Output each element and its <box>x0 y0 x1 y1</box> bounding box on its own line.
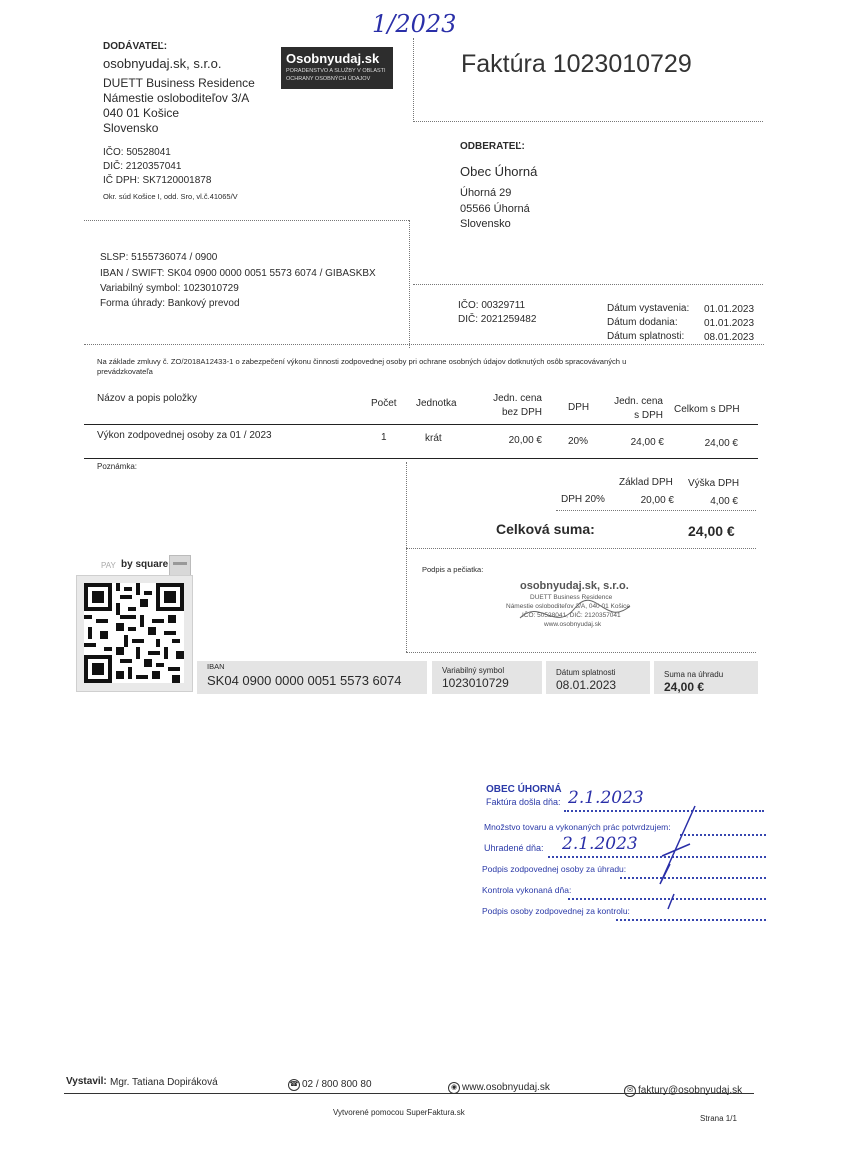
date-value: 01.01.2023 <box>704 318 755 329</box>
supplier-ico: IČO: 50528041 <box>103 147 171 158</box>
qr-frame <box>76 575 193 692</box>
handwritten-signature <box>640 804 720 914</box>
signature-scribble <box>500 578 650 638</box>
supplier-address-line: 040 01 Košice <box>103 106 180 120</box>
invoice-title: Faktúra 1023010729 <box>461 50 692 78</box>
date-label: Dátum dodania: <box>607 317 678 328</box>
card-icon <box>169 555 191 577</box>
item-total: 24,00 € <box>704 438 738 449</box>
supplier-dic: DIČ: 2120357041 <box>103 161 182 172</box>
bank-slsp: SLSP: 5155736074 / 0900 <box>100 252 218 263</box>
item-unit: krát <box>425 433 442 444</box>
item-qty: 1 <box>381 432 387 443</box>
table-header-rule <box>84 424 758 425</box>
supplier-address-line: Slovensko <box>103 121 159 135</box>
receipt-confirm-label: Množstvo tovaru a vykonaných prác potvrdzujem: <box>484 822 671 832</box>
footer-created-with: Vytvorené pomocou SuperFaktura.sk <box>333 1108 465 1117</box>
receipt-control-label: Kontrola vykonaná dňa: <box>482 885 572 895</box>
company-logo <box>281 47 393 89</box>
date-label: Dátum splatnosti: <box>607 331 685 342</box>
stamp-line: www.osobnyudaj.sk <box>544 621 602 628</box>
vat-base-value: 20,00 € <box>640 495 674 506</box>
date-value: 08.01.2023 <box>704 332 755 343</box>
stamp-line: Námestie osloboditeľov 3/A, 040 01 Košice <box>506 603 631 610</box>
footer-page-number: Strana 1/1 <box>700 1114 737 1123</box>
globe-icon: ◉ <box>448 1082 460 1094</box>
supplier-address-line: DUETT Business Residence <box>103 76 255 90</box>
column-header-unit-price: bez DPH <box>501 407 542 418</box>
total-label: Celková suma: <box>496 521 595 537</box>
stamp-line: IČO: 50528041, DIČ: 2120357041 <box>522 612 621 619</box>
contract-note: Na základe zmluvy č. ZO/2018A12433-1 o zabezpečení výkonu činnosti zodpovednej osoby pri ochrane osobných údajov dotknutých osôb spracovávaných u <box>97 357 627 366</box>
email-icon: ✉ <box>624 1085 636 1097</box>
strip-vs-cell <box>432 661 542 694</box>
receipt-control-signature-label: Podpis osoby zodpovednej za kontrolu: <box>482 906 630 916</box>
strip-iban-value: SK04 0900 0000 0051 5573 6074 <box>207 673 402 688</box>
column-header-qty: Počet <box>371 398 397 409</box>
divider <box>556 510 756 511</box>
receipt-stamp <box>480 780 770 930</box>
date-label: Dátum vystavenia: <box>607 303 690 314</box>
table-row <box>84 426 758 456</box>
strip-vs-value: 1023010729 <box>442 676 509 690</box>
customer-address-line: Úhorná 29 <box>460 187 512 199</box>
divider <box>413 284 763 285</box>
column-header-unit-price-vat: s DPH <box>634 410 663 421</box>
vat-amount-value: 4,00 € <box>710 496 738 507</box>
supplier-icdph: IČ DPH: SK7120001878 <box>103 175 212 186</box>
item-unit-price: 20,00 € <box>508 435 542 446</box>
note-label: Poznámka: <box>97 462 138 471</box>
divider <box>413 121 763 122</box>
column-header-unit-price: Jedn. cena <box>493 393 542 404</box>
table-footer-rule <box>84 458 758 459</box>
strip-iban-cell <box>197 661 427 694</box>
receipt-received-label: Faktúra došla dňa: <box>486 797 561 807</box>
strip-sum-cell <box>654 661 758 694</box>
receipt-paid-date: 2.1.2023 <box>562 834 638 854</box>
column-header-name: Názov a popis položky <box>97 393 198 404</box>
supplier-name: osobnyudaj.sk, s.r.o. <box>103 56 222 71</box>
bank-payment-form: Forma úhrady: Bankový prevod <box>100 298 240 309</box>
item-name: Výkon zodpovednej osoby za 01 / 2023 <box>97 430 272 441</box>
receipt-title: OBEC ÚHORNÁ <box>486 784 562 795</box>
strip-sum-value: 24,00 € <box>664 680 705 694</box>
phone-icon: ☎ <box>288 1079 300 1091</box>
vat-rate-label: DPH 20% <box>561 494 605 505</box>
customer-heading: ODBERATEĽ: <box>460 141 525 152</box>
pay-by-square-label: by square <box>121 559 169 570</box>
footer-issued-by: Mgr. Tatiana Dopiráková <box>110 1077 218 1088</box>
footer-web[interactable]: www.osobnyudaj.sk <box>462 1082 550 1093</box>
bank-iban-swift: IBAN / SWIFT: SK04 0900 0000 0051 5573 6074 / GIBASKBX <box>100 268 376 279</box>
divider <box>413 38 414 120</box>
supplier-heading: DODÁVATEĽ: <box>103 41 168 52</box>
strip-iban-label: IBAN <box>207 662 225 671</box>
item-vat: 20% <box>568 436 589 447</box>
divider <box>84 220 409 221</box>
customer-name: Obec Úhorná <box>460 164 538 179</box>
pay-by-square-prefix: PAY <box>101 561 116 570</box>
column-header-total: Celkom s DPH <box>674 404 740 415</box>
company-stamp <box>500 578 660 638</box>
supplier-register: Okr. súd Košice I, odd. Sro, vl.č.41065/V <box>103 192 238 201</box>
logo-tagline: OCHRANY OSOBNÝCH ÚDAJOV <box>286 76 371 82</box>
vat-amount-label: Výška DPH <box>688 478 740 489</box>
item-unit-price-vat: 24,00 € <box>630 437 664 448</box>
logo-tagline: PORADENSTVO A SLUŽBY V OBLASTI <box>286 68 386 74</box>
customer-dic: DIČ: 2021259482 <box>458 314 537 325</box>
date-value: 01.01.2023 <box>704 304 755 315</box>
logo-brand: Osobnyudaj.sk <box>286 51 380 66</box>
bank-variable-symbol: Variabilný symbol: 1023010729 <box>100 283 239 294</box>
stamp-line: DUETT Business Residence <box>530 594 613 601</box>
strip-sum-label: Suma na úhradu <box>664 670 724 679</box>
strip-due-label: Dátum splatnosti <box>556 668 616 677</box>
strip-due-cell <box>546 661 650 694</box>
divider <box>406 652 756 653</box>
contract-note: prevádzkovateľa <box>97 367 153 376</box>
footer-issued-label: Vystavil: <box>66 1076 107 1087</box>
handwritten-invoice-number: 1/2023 <box>372 10 457 38</box>
divider <box>84 344 764 345</box>
footer-phone: 02 / 800 800 80 <box>302 1079 372 1090</box>
supplier-address-line: Námestie osloboditeľov 3/A <box>103 91 250 105</box>
receipt-received-date: 2.1.2023 <box>568 788 644 808</box>
divider <box>406 548 756 549</box>
stamp-company-name: osobnyudaj.sk, s.r.o. <box>520 580 629 592</box>
signature-label: Podpis a pečiatka: <box>422 565 484 574</box>
receipt-paid-label: Uhradené dňa: <box>484 843 544 853</box>
strip-due-value: 08.01.2023 <box>556 678 617 692</box>
total-value: 24,00 € <box>688 523 735 539</box>
qr-code <box>84 583 184 683</box>
column-header-unit-price-vat: Jedn. cena <box>614 396 663 407</box>
stamp-dotted-line <box>616 919 766 921</box>
column-header-unit: Jednotka <box>416 398 457 409</box>
footer-email[interactable]: faktury@osobnyudaj.sk <box>638 1085 743 1096</box>
customer-address-line: 05566 Úhorná <box>460 203 530 215</box>
vat-base-label: Základ DPH <box>619 477 673 488</box>
receipt-signature-label: Podpis zodpovednej osoby za úhradu: <box>482 864 627 874</box>
strip-vs-label: Variabilný symbol <box>442 666 505 675</box>
customer-ico: IČO: 00329711 <box>458 300 526 311</box>
column-header-vat: DPH <box>568 402 590 413</box>
divider <box>409 220 410 348</box>
customer-address-line: Slovensko <box>460 218 511 230</box>
divider <box>406 462 407 652</box>
